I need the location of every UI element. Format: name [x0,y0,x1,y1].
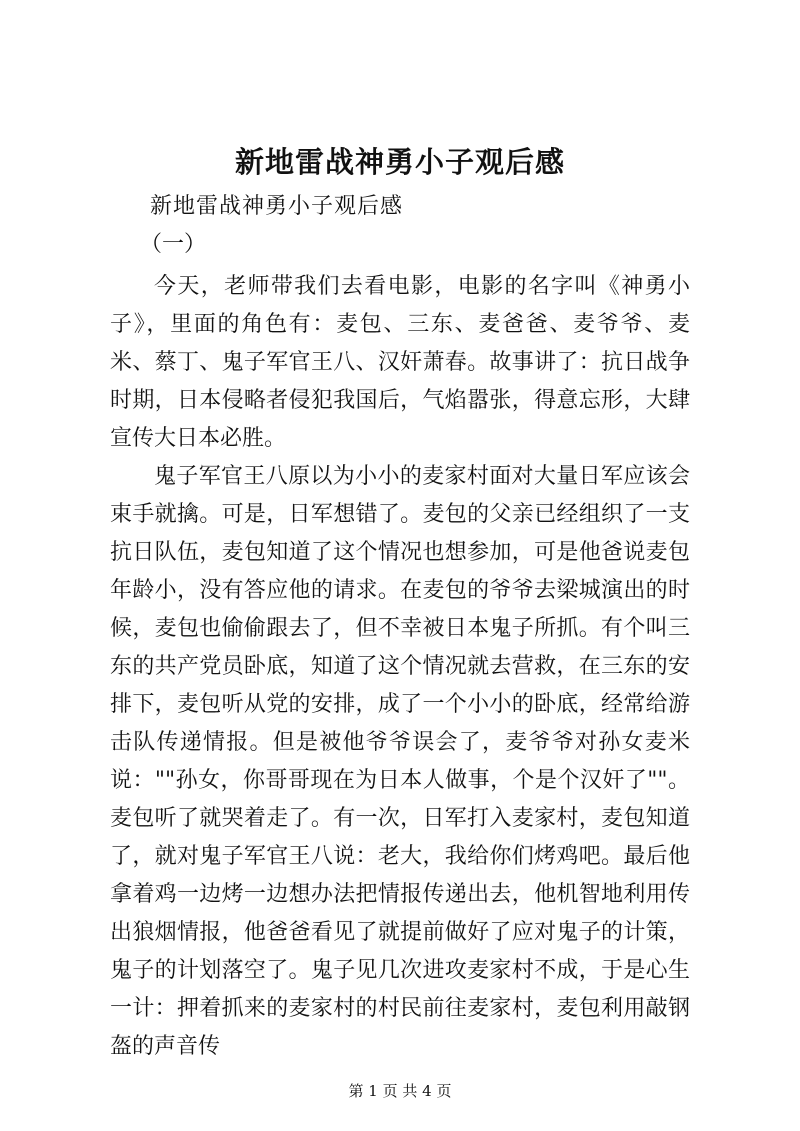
document-body [110,268,690,1066]
page-footer: 第 1 页 共 4 页 [348,1082,452,1100]
document-subtitle: 新地雷战神勇小子观后感 [150,194,404,219]
section-label: （一） [140,232,207,257]
paragraph: 鬼子军官王八原以为小小的麦家村面对大量日军应该会束手就擒。可是，日军想错了。麦包的父亲已经组织了一支抗日队伍，麦包知道了这个情况也想参加，可是他爸说麦包年龄小，没有答应他的请求。在麦包的爷爷去梁城演出的时候，麦包也偷偷跟去了，但不幸被日本鬼子所抓。有个叫三东的共产党员卧底，知道了这个情况就去营救，在三东的安排下，麦包听从党的安排，成了一个小小的卧底，经常给游击队传递情报。但是被他爷爷误会了，麦爷爷对孙女麦米说：""孙女，你哥哥现在为日本人做事，个是个汉奸了""。麦包听了就哭着走了。有一次，日军打入麦家村，麦包知道了，就对鬼子军官王八说：老大，我给你们烤鸡吧。最后他拿着鸡一边烤一边想办法把情报传递出去，他机智地利用传出狼烟情报，他爸爸看见了就提前做好了应对鬼子的计策，鬼子的计划落空了。鬼子见几次进攻麦家村不成，于是心生一计：押着抓来的麦家村的村民前往麦家村，麦包利用敲钢盔的声音传 [110,464,690,1059]
paragraph: 今天，老师带我们去看电影，电影的名字叫《神勇小子》，里面的角色有：麦包、三东、麦爸爸、麦爷爷、麦米、蔡丁、鬼子军官王八、汉奸萧春。故事讲了：抗日战争时期，日本侵略者侵犯我国后，气焰嚣张，得意忘形，大肆宣传大日本必胜。 [110,274,690,451]
document-title: 新地雷战神勇小子观后感 [234,145,565,179]
